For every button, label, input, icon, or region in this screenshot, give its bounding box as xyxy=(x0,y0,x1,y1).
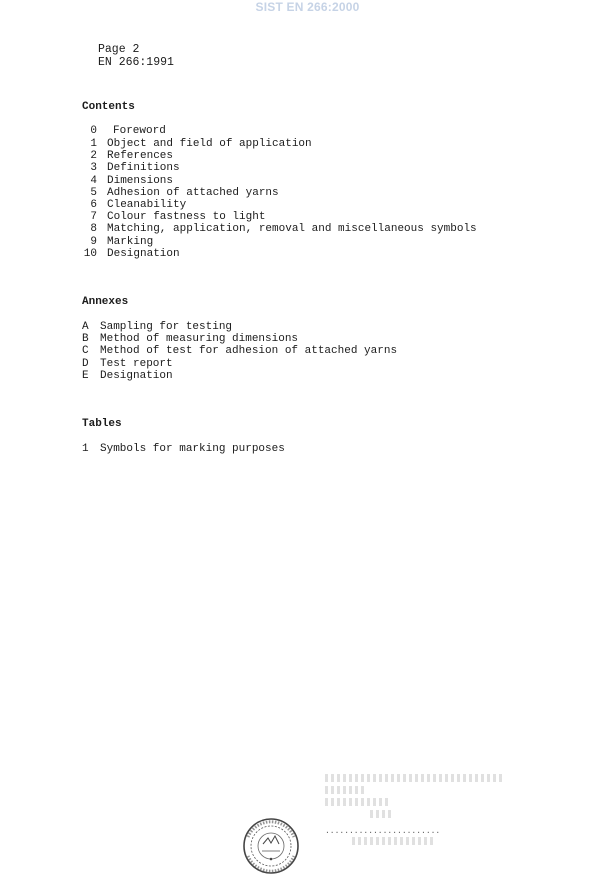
item-number: 3 xyxy=(90,162,97,175)
faint-stamp-text xyxy=(352,837,434,845)
item-label: Colour fastness to light xyxy=(107,211,266,224)
official-seal-icon xyxy=(240,817,302,875)
item-label: Test report xyxy=(100,357,173,370)
page-header xyxy=(98,43,174,69)
standard-id: EN 266:1991 xyxy=(98,56,174,69)
watermark: SIST EN 266:2000 xyxy=(255,0,360,14)
faint-stamp-text xyxy=(325,786,365,794)
item-label: Designation xyxy=(100,369,173,382)
faint-stamp-text xyxy=(370,810,392,818)
item-label: Foreword xyxy=(113,125,166,137)
item-number: A xyxy=(82,321,89,333)
signature-dotted-line: ........................ xyxy=(325,827,441,836)
item-number: 9 xyxy=(90,235,97,248)
item-label: Object and field of application xyxy=(107,138,312,150)
item-number: E xyxy=(82,369,89,382)
item-label: Symbols for marking purposes xyxy=(100,443,285,455)
item-label: Method of test for adhesion of attached yarns xyxy=(100,345,398,358)
item-label: Sampling for testing xyxy=(100,321,233,333)
item-label: Dimensions xyxy=(107,174,174,187)
item-label: Marking xyxy=(107,235,154,248)
annexes-title: Annexes xyxy=(82,296,129,308)
item-number: 1 xyxy=(90,138,97,150)
stamp-area xyxy=(240,765,520,875)
item-label: Matching, application, removal and miscellaneous symbols xyxy=(107,223,477,236)
item-number: 8 xyxy=(90,223,97,236)
item-number: 0 xyxy=(90,125,97,137)
item-number: 4 xyxy=(90,174,97,187)
faint-stamp-text xyxy=(325,774,503,782)
item-number: 7 xyxy=(90,211,97,224)
item-label: Designation xyxy=(107,247,180,260)
item-number: 10 xyxy=(83,247,97,260)
item-label: Cleanability xyxy=(107,198,187,211)
item-label: References xyxy=(107,150,174,163)
item-label: Definitions xyxy=(107,162,180,175)
contents-title: Contents xyxy=(82,101,135,113)
item-label: Method of measuring dimensions xyxy=(100,333,299,346)
item-number: 6 xyxy=(90,198,97,211)
item-number: 2 xyxy=(90,150,97,163)
item-number: 1 xyxy=(82,443,89,455)
tables-title: Tables xyxy=(82,418,122,430)
item-label: Adhesion of attached yarns xyxy=(107,186,279,199)
faint-stamp-text xyxy=(325,798,390,806)
item-number: 5 xyxy=(90,186,97,199)
page-number: Page 2 xyxy=(98,43,140,56)
item-number: C xyxy=(82,345,89,358)
item-number: D xyxy=(82,357,89,370)
item-number: B xyxy=(82,333,89,346)
